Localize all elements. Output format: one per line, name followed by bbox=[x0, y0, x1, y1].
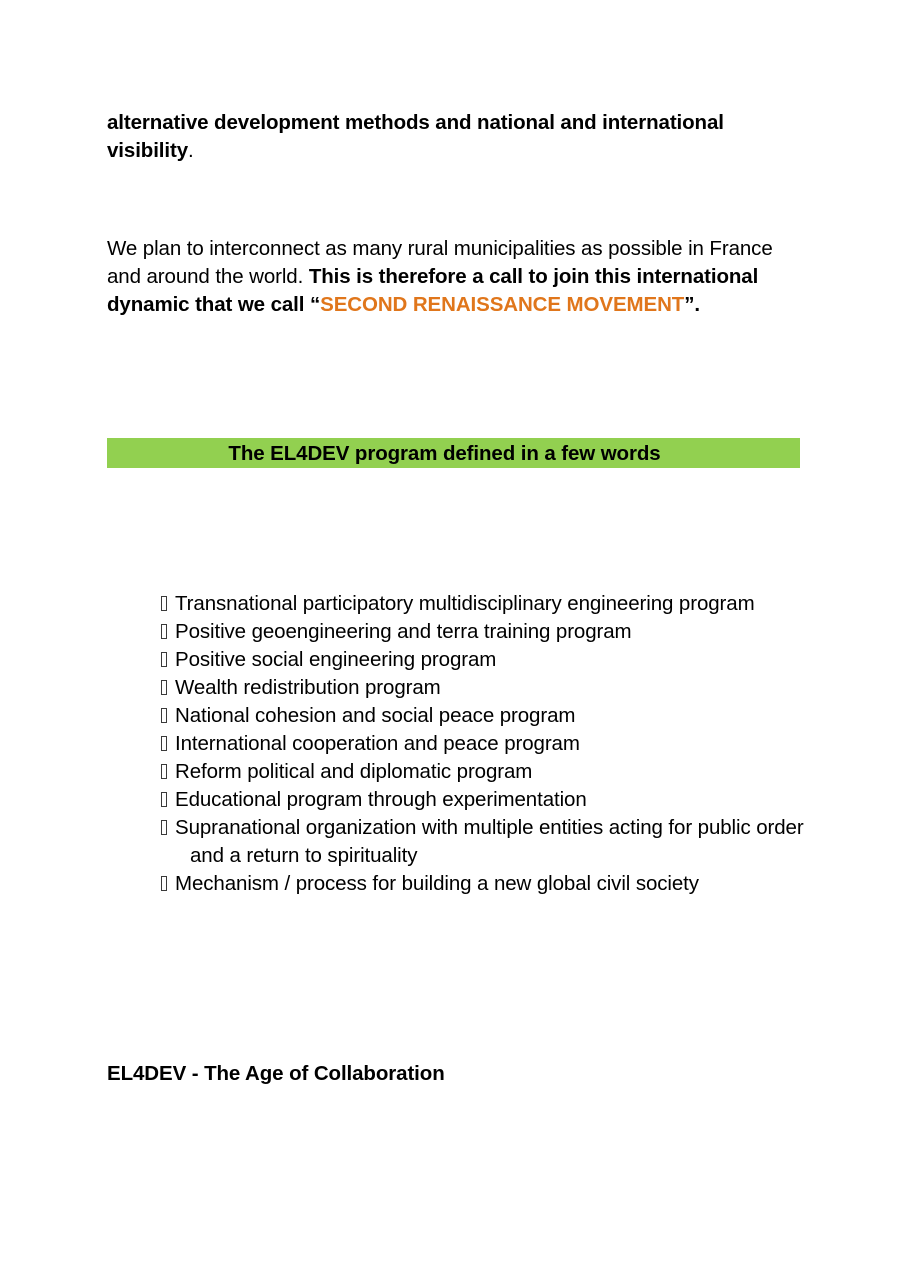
open-quote: “ bbox=[309, 293, 321, 316]
bullet-box-icon bbox=[161, 764, 167, 779]
bullet-box-icon bbox=[161, 652, 167, 667]
list-item-label: National cohesion and social peace program bbox=[175, 704, 576, 727]
bullet-box-icon bbox=[161, 736, 167, 751]
list-item-label: Wealth redistribution program bbox=[175, 676, 441, 699]
bullet-box-icon bbox=[161, 680, 167, 695]
paragraph-continuation bbox=[107, 109, 807, 165]
list-item-continuation: and a return to spirituality bbox=[190, 844, 418, 867]
list-item bbox=[161, 702, 841, 730]
list-item-label: Mechanism / process for building a new global civil society bbox=[175, 872, 699, 895]
paragraph-1-period: . bbox=[188, 139, 194, 162]
bullet-box-icon bbox=[161, 876, 167, 891]
bullet-box-icon bbox=[161, 792, 167, 807]
section-banner-title: The EL4DEV program defined in a few words bbox=[228, 441, 661, 465]
list-item bbox=[161, 814, 841, 870]
bullet-box-icon bbox=[161, 820, 167, 835]
list-item bbox=[161, 618, 841, 646]
close-quote: ” bbox=[684, 293, 695, 316]
list-item-label: Educational program through experimentation bbox=[175, 788, 587, 811]
paragraph-call-to-action bbox=[107, 235, 807, 319]
paragraph-1-bold-text: alternative development methods and national and international visibility bbox=[107, 111, 724, 162]
list-item-label: Reform political and diplomatic program bbox=[175, 760, 533, 783]
list-item bbox=[161, 786, 841, 814]
bullet-box-icon bbox=[161, 624, 167, 639]
program-definition-list bbox=[161, 590, 841, 898]
list-item bbox=[161, 758, 841, 786]
list-item bbox=[161, 674, 841, 702]
list-item-label: Supranational organization with multiple entities acting for public order bbox=[175, 816, 804, 839]
list-item bbox=[161, 870, 841, 898]
list-item-label: Transnational participatory multidisciplinary engineering program bbox=[175, 592, 755, 615]
bullet-box-icon bbox=[161, 596, 167, 611]
section-banner bbox=[107, 438, 800, 468]
paragraph-2-bold-text: This is therefore a call to join this international dynamic that we call bbox=[107, 265, 759, 316]
bullet-box-icon bbox=[161, 708, 167, 723]
paragraph-2-period: . bbox=[694, 293, 700, 316]
paragraph-2-regular-text: We plan to interconnect as many rural municipalities as possible in France and around the world. bbox=[107, 237, 773, 288]
list-item-label: Positive social engineering program bbox=[175, 648, 497, 671]
list-item bbox=[161, 590, 841, 618]
footer-heading: EL4DEV - The Age of Collaboration bbox=[107, 1062, 445, 1085]
list-item bbox=[161, 646, 841, 674]
list-item-label: Positive geoengineering and terra training program bbox=[175, 620, 632, 643]
list-item-label: International cooperation and peace program bbox=[175, 732, 580, 755]
list-item bbox=[161, 730, 841, 758]
second-renaissance-movement-highlight: SECOND RENAISSANCE MOVEMENT bbox=[320, 293, 685, 316]
